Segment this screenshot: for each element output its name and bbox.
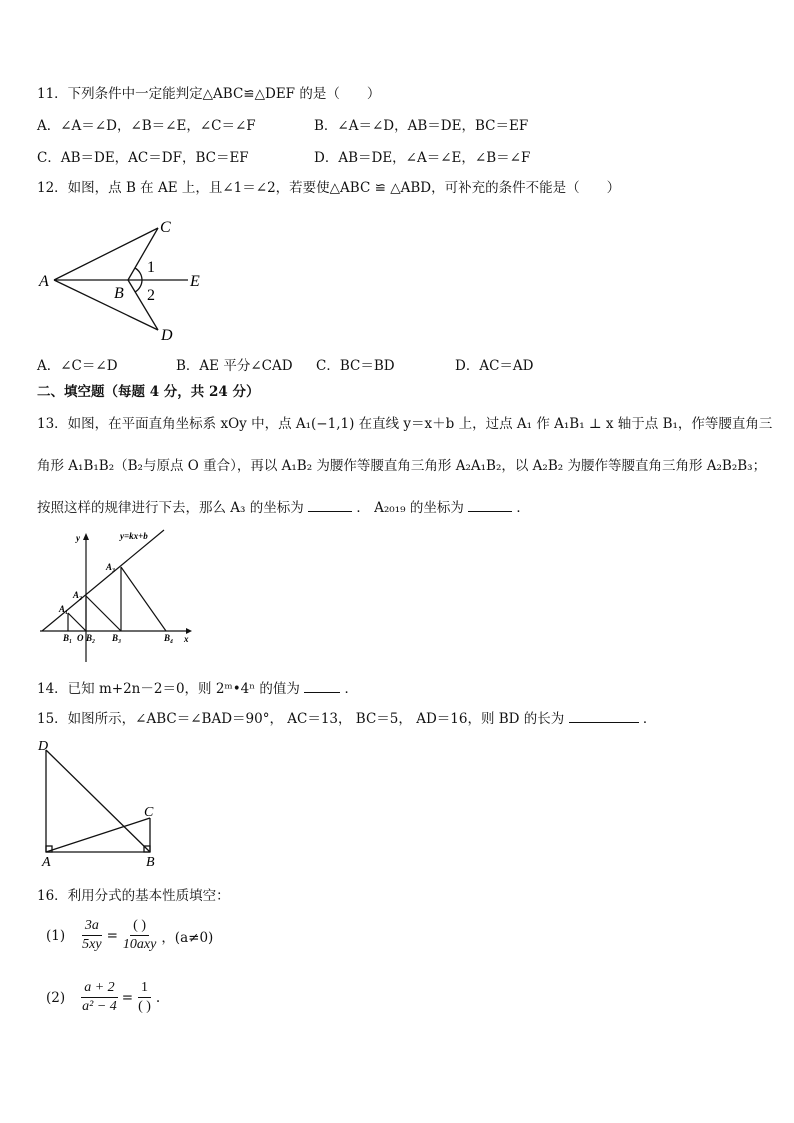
q15-blank[interactable]	[569, 721, 639, 723]
q16-p2-lhs-den: a² − 4	[82, 999, 117, 1014]
q16-stem: 16．利用分式的基本性质填空：	[37, 888, 230, 904]
q11-option-a: A．∠A＝∠D，∠B＝∠E，∠C＝∠F	[37, 118, 256, 134]
label-b3: B₃	[112, 633, 122, 643]
label-d: D	[38, 739, 49, 754]
label-b4: B₄	[164, 633, 174, 643]
q13-line-3	[37, 496, 530, 516]
q13-line-2: 角形 A₁B₁B₂（B₂与原点 O 重合），再以 A₁B₂ 为腰作等腰直角三角形 A₂A₁B₂，以 A₂B₂ 为腰作等腰直角三角形 A₂B₂B₃；	[37, 458, 767, 474]
q11-option-b: B．∠A＝∠D，AB＝DE，BC＝EF	[314, 118, 529, 134]
angle-2-arc	[135, 280, 142, 292]
q11-option-c: C．AB＝DE，AC＝DF，BC＝EF	[37, 150, 249, 166]
q12-option-b: B．AE 平分∠CAD	[176, 358, 293, 374]
q16-p1-rhs-num[interactable]: ( )	[130, 918, 149, 936]
angle-1-arc	[135, 268, 142, 280]
label-a: A	[42, 855, 51, 870]
q14-text-end: ．	[344, 681, 358, 697]
q16-p1-lhs-num: 3a	[82, 918, 102, 936]
line-y-kx-b	[42, 530, 164, 631]
segment-ac	[46, 818, 150, 852]
q16-p1-lhs-fraction	[79, 918, 104, 953]
q16-p2-rhs-den[interactable]: ( )	[138, 999, 151, 1014]
label-angle-2: 2	[147, 287, 155, 304]
label-line: y=kx+b	[120, 531, 148, 541]
q13-text-end: ．	[516, 500, 530, 516]
q16-p1-lhs-den: 5xy	[82, 937, 102, 952]
q12-stem: 12．如图，点 B 在 AE 上，且∠1＝∠2，若要使△ABC ≌ △ABD，可补充的条件不能是（ ）	[37, 180, 621, 196]
q13-blank-a2019[interactable]	[468, 510, 512, 512]
label-x-axis: x	[184, 634, 189, 644]
label-c: C	[144, 805, 154, 820]
q12-option-d: D．AC＝AD	[455, 358, 534, 374]
q16-p1-eq: =	[106, 927, 118, 944]
q16-p2-rhs-fraction	[135, 980, 154, 1015]
label-a: A	[39, 273, 49, 290]
q15-line	[37, 707, 656, 727]
q14-line	[37, 677, 358, 697]
label-b: B	[146, 855, 155, 870]
q16-p1-label: (1)	[46, 927, 66, 944]
q16-p2-label: (2)	[46, 989, 66, 1006]
q13-line-1: 13．如图，在平面直角坐标系 xOy 中，点 A₁(−1,1) 在直线 y＝x＋b 上，过点 A₁ 作 A₁B₁ ⊥ x 轴于点 B₁，作等腰直角三	[37, 416, 773, 432]
label-y-axis: y	[76, 533, 80, 543]
q16-p1-note: ，(a≠0)	[161, 929, 214, 946]
segment-db	[46, 750, 150, 852]
q16-p1-rhs-fraction	[120, 918, 159, 953]
label-d: D	[161, 327, 173, 344]
q16-part-1	[46, 918, 213, 953]
q13-figure	[36, 528, 196, 664]
label-a3: A₃	[106, 562, 116, 572]
q12-option-a: A．∠C＝∠D	[37, 358, 118, 374]
q15-text-end: ．	[642, 711, 657, 727]
q16-p2-eq: =	[121, 989, 134, 1006]
q16-p2-lhs-fraction	[79, 980, 120, 1015]
label-a1: A₁	[59, 604, 69, 614]
q13-text-a2019: ． A₂₀₁₉ 的坐标为	[356, 500, 464, 516]
label-o: O	[77, 633, 84, 643]
q16-p2-rhs-num: 1	[138, 980, 151, 998]
label-angle-1: 1	[147, 259, 155, 276]
section-2-title: 二、填空题（每题 4 分，共 24 分）	[37, 384, 260, 400]
label-b1: B₁	[63, 633, 73, 643]
label-b2: B₂	[86, 633, 96, 643]
q15-text: 15．如图所示，∠ABC＝∠BAD＝90°， AC＝13， BC＝5， AD＝16，则 BD 的长为	[37, 711, 565, 727]
label-e: E	[190, 273, 200, 290]
q16-part-2	[46, 980, 160, 1015]
q16-p1-rhs-den: 10axy	[122, 937, 157, 952]
label-b: B	[114, 285, 124, 302]
q15-figure	[32, 736, 162, 870]
q14-text: 14．已知 m+2n－2＝0，则 2ᵐ•4ⁿ 的值为	[37, 681, 300, 697]
q14-blank[interactable]	[304, 691, 340, 693]
q16-p2-end: .	[155, 989, 161, 1006]
q16-p2-lhs-num: a + 2	[81, 980, 117, 998]
label-a2: A₂	[73, 590, 83, 600]
q11-stem: 11．下列条件中一定能判定△ABC≌△DEF 的是（ ）	[37, 86, 381, 102]
q13-text-a3: 按照这样的规律进行下去，那么 A₃ 的坐标为	[37, 500, 304, 516]
q12-option-c: C．BC＝BD	[316, 358, 395, 374]
q13-blank-a3[interactable]	[308, 510, 352, 512]
q12-figure	[30, 212, 220, 347]
label-c: C	[160, 219, 171, 236]
q11-option-d: D．AB＝DE，∠A＝∠E，∠B＝∠F	[314, 150, 531, 166]
